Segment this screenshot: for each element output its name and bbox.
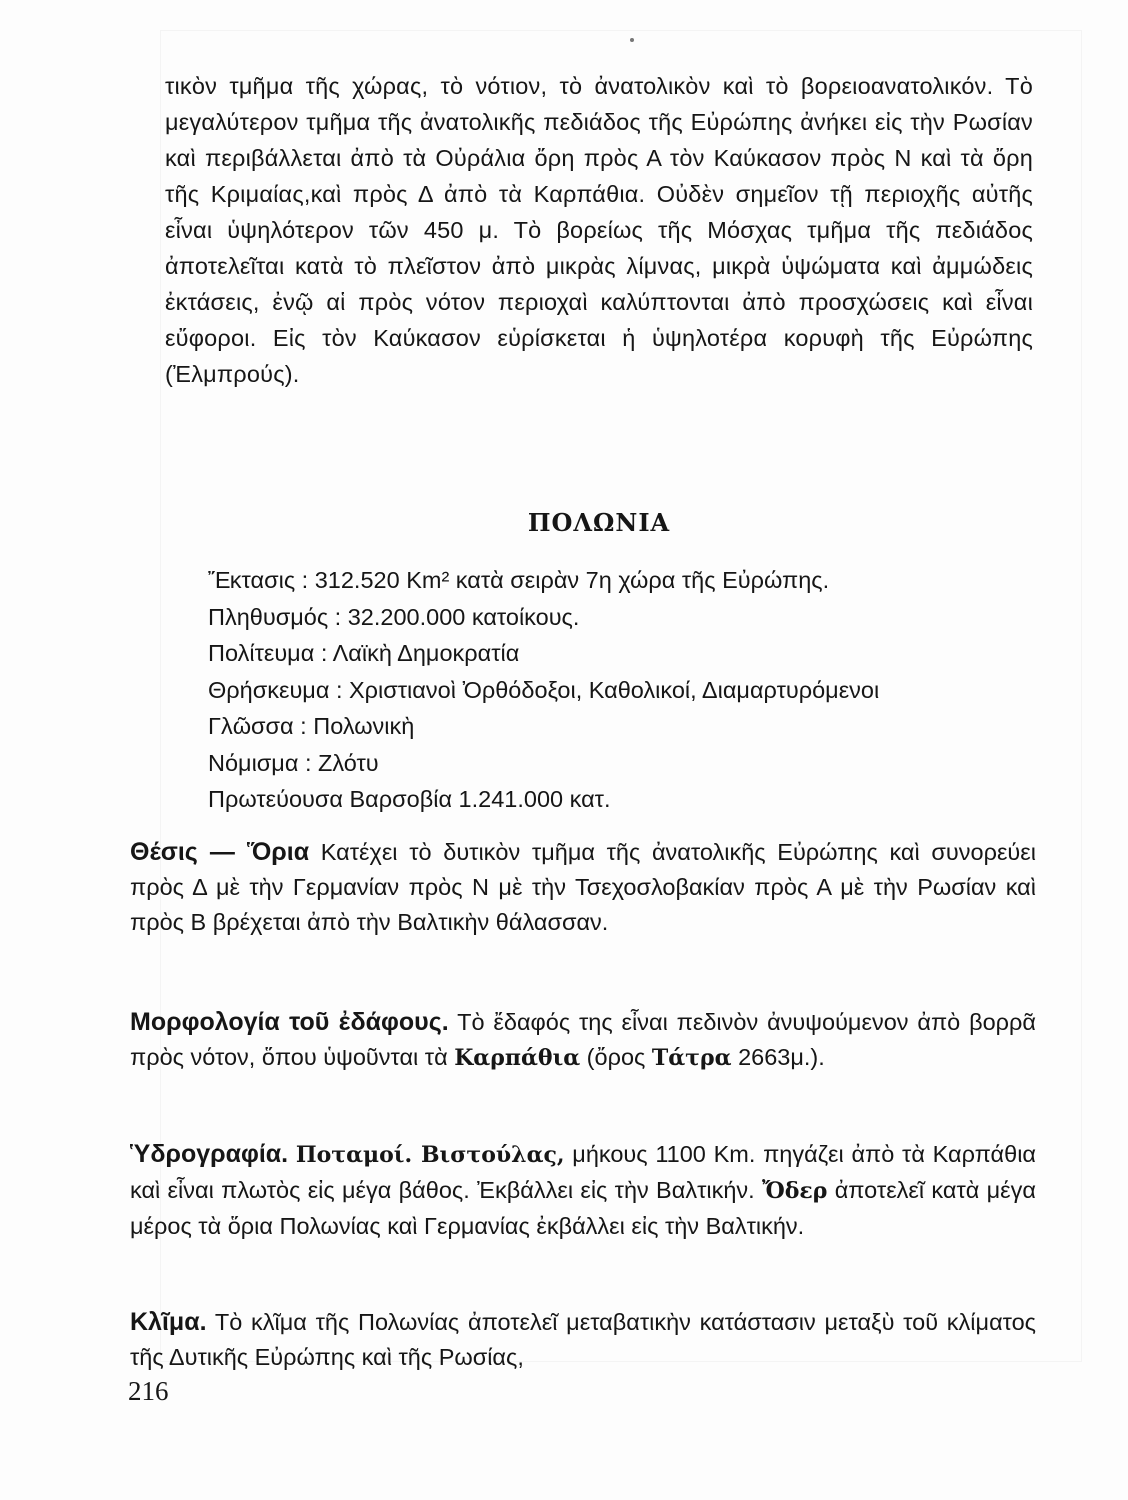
climate-heading: Κλῖμα.: [130, 1308, 207, 1336]
fact-government: Πολίτευμα : Λαϊκὴ Δημοκρατία: [208, 640, 520, 666]
hydrography-section: [130, 1137, 1036, 1244]
climate-section: [130, 1305, 1036, 1375]
hydrography-text-a: μήκους 1100 Km. πηγάζει ἀπὸ τὰ Καρπάθια καὶ εἶναι πλωτὸς εἰς μέγα βάθος. Ἐκβάλλει εἰς τὴν Βαλτικήν.: [130, 1141, 1036, 1203]
fact-capital: Πρωτεύουσα Βαρσοβία 1.241.000 κατ.: [208, 786, 611, 812]
climate-text: Τὸ κλῖμα τῆς Πολωνίας ἀποτελεῖ μεταβατικὴν κατάστασιν μεταξὺ τοῦ κλίματος τῆς Δυτικῆς Εὐρώπης καὶ τῆς Ρωσίας,: [130, 1309, 1036, 1370]
ink-speck: [630, 38, 634, 42]
hydrography-term-oder: Ὄδερ: [761, 1178, 828, 1204]
fact-religion: Θρήσκευμα : Χριστιανοὶ Ὀρθόδοξοι, Καθολικοί, Διαμαρτυρόμενοι: [208, 676, 880, 703]
morphology-text-a: Τὸ ἔδαφός της εἶναι πεδινὸν ἀνυψούμενον ἀπὸ βορρᾶ πρὸς νότον, ὅπου ὑψοῦνται τὰ: [130, 1009, 1037, 1070]
position-borders-section: [130, 835, 1036, 940]
morphology-text-c: 2663μ.).: [731, 1044, 825, 1070]
morphology-paragraph: [130, 1005, 1036, 1076]
hydrography-term-vistula: Ποταμοί. Βιστούλας,: [295, 1142, 565, 1168]
section-title: ΠΟΛΩΝΙΑ: [527, 508, 671, 537]
morphology-text-b: (ὄρος: [580, 1044, 652, 1070]
hydrography-heading: Ὑδρογραφία.: [130, 1140, 289, 1168]
position-paragraph: [130, 835, 1036, 940]
page-number: 216: [128, 1376, 169, 1406]
morphology-section: [130, 1005, 1036, 1076]
intro-paragraph: [165, 68, 1033, 392]
fact-population: Πληθυσμός : 32.200.000 κατοίκους.: [208, 603, 580, 630]
fact-language: Γλῶσσα : Πολωνικὴ: [208, 713, 415, 739]
morphology-term-tatra: Τάτρα: [651, 1045, 732, 1071]
fact-currency: Νόμισμα : Ζλότυ: [208, 749, 379, 776]
fact-area: Ἔκτασις : 312.520 Km² κατὰ σειρὰν 7η χώρα τῆς Εὐρώπης.: [208, 567, 830, 593]
position-text: Κατέχει τὸ δυτικὸν τμῆμα τῆς ἀνατολικῆς Εὐρώπης καὶ συνορεύει πρὸς Δ μὲ τὴν Γερμανίαν πρὸς Ν μὲ τὴν Τσεχοσλοβακίαν πρὸς Α μὲ τὴν Ρωσίαν καὶ πρὸς Β βρέχεται ἀπὸ τὴν Βαλτικὴν θάλασσαν.: [130, 839, 1036, 935]
morphology-heading: Μορφολογία τοῦ ἐδάφους.: [130, 1008, 449, 1036]
hydrography-paragraph: [130, 1137, 1036, 1244]
intro-text: τικὸν τμῆμα τῆς χώρας, τὸ νότιον, τὸ ἀνατολικὸν καὶ τὸ βορειοανατολικόν. Τὸ μεγαλύτερον τμῆμα τῆς ἀνατολικῆς πεδιάδος τῆς Εὐρώπης ἀνήκει εἰς τὴν Ρωσίαν καὶ περιβάλλεται ἀπὸ τὰ Οὐράλια ὄρη πρὸς Α τὸν Καύκασον πρὸς Ν καὶ τὰ ὄρη τῆς Κριμαίας,καὶ πρὸς Δ ἀπὸ τὰ Καρπάθια. Οὐδὲν σημεῖον τῇ περιοχῆς αὐτῆς εἶναι ὑψηλότερον τῶν 450 μ. Τὸ βορείως τῆς Μόσχας τμῆμα τῆς πεδιάδος ἀποτελεῖται κατὰ τὸ πλεῖστον ἀπὸ μικρὰς λίμνας, μικρὰ ὑψώματα καὶ ἀμμώδεις ἐκτάσεις, ἐνῷ αἱ πρὸς νότον περιοχαὶ καλύπτονται ἀπὸ προσχώσεις καὶ εἶναι εὔφοροι. Εἰς τὸν Καύκασον εὑρίσκεται ἡ ὑψηλοτέρα κορυφὴ τῆς Εὐρώπης (Ἐλμπρούς).: [165, 73, 1033, 387]
hydrography-text-b: ἀποτελεῖ κατὰ μέγα μέρος τὰ ὅρια Πολωνίας καὶ Γερμανίας ἐκβάλλει εἰς τὴν Βαλτικήν.: [130, 1177, 1036, 1239]
country-facts: [208, 562, 879, 818]
position-heading: Θέσις — Ὅρια: [130, 838, 310, 866]
morphology-term-carpathians: Καρπάθια: [454, 1045, 581, 1071]
climate-paragraph: [130, 1305, 1036, 1375]
